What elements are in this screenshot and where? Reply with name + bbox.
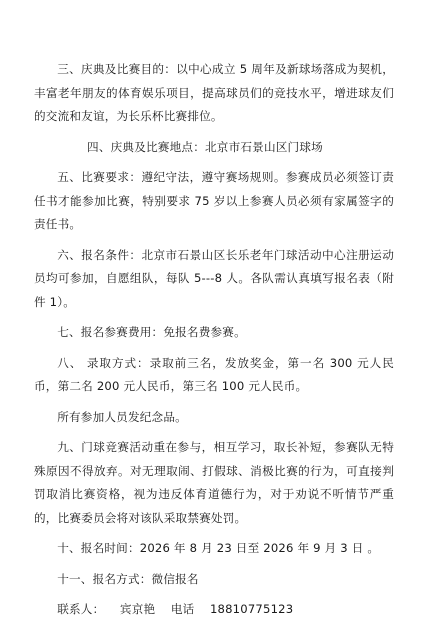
paragraph-registration-method: 十一、报名方式：微信报名 xyxy=(57,571,199,586)
paragraph-location: 四、庆典及比赛地点：北京市石景山区门球场 xyxy=(87,139,323,154)
paragraph-registration-time: 十、报名时间：2026 年 8 月 23 日至 2026 年 9 月 3 日 。 xyxy=(57,541,380,555)
paragraph-fee: 七、报名参赛费用：免报名费参赛。 xyxy=(57,325,246,339)
paragraph-purpose: 三、庆典及比赛目的：以中心成立 5 周年及新球场落成为契机，丰富老年朋友的体育娱乐项目，提高球员们的竞技水平，增进球友们的交流和友谊，为长乐杯比赛排位。 xyxy=(34,62,394,123)
paragraph-rules: 九、门球竞赛活动重在参与，相互学习，取长补短，参赛队无特殊原因不得放弃。对无理取闹、打假球、消极比赛的行为，可直接判罚取消比赛资格，视为违反体育道德行为，对于劝说不听情节严重的，比赛委员会将对该队采取禁赛处罚。 xyxy=(34,440,394,525)
paragraph-eligibility: 六、报名条件：北京市石景山区长乐老年门球活动中心注册运动员均可参加，自愿组队，每队 5---8 人。各队需认真填写报名表（附件 1）。 xyxy=(34,247,394,309)
contact-line: 联系人： 宾京艳 电话 18810775123 xyxy=(57,602,294,616)
paragraph-selection: 八、 录取方式：录取前三名，发放奖金，第一名 300 元人民币，第二名 200 元人民币，第三名 100 元人民币。 xyxy=(34,355,394,393)
paragraph-requirements: 五、比赛要求：遵纪守法，遵守赛场规则。参赛成员必须签订责任书才能参加比赛，特别要求 75 岁以上参赛人员必须有家属签字的责任书。 xyxy=(34,170,394,231)
paragraph-souvenir: 所有参加人员发纪念品。 xyxy=(57,409,187,424)
